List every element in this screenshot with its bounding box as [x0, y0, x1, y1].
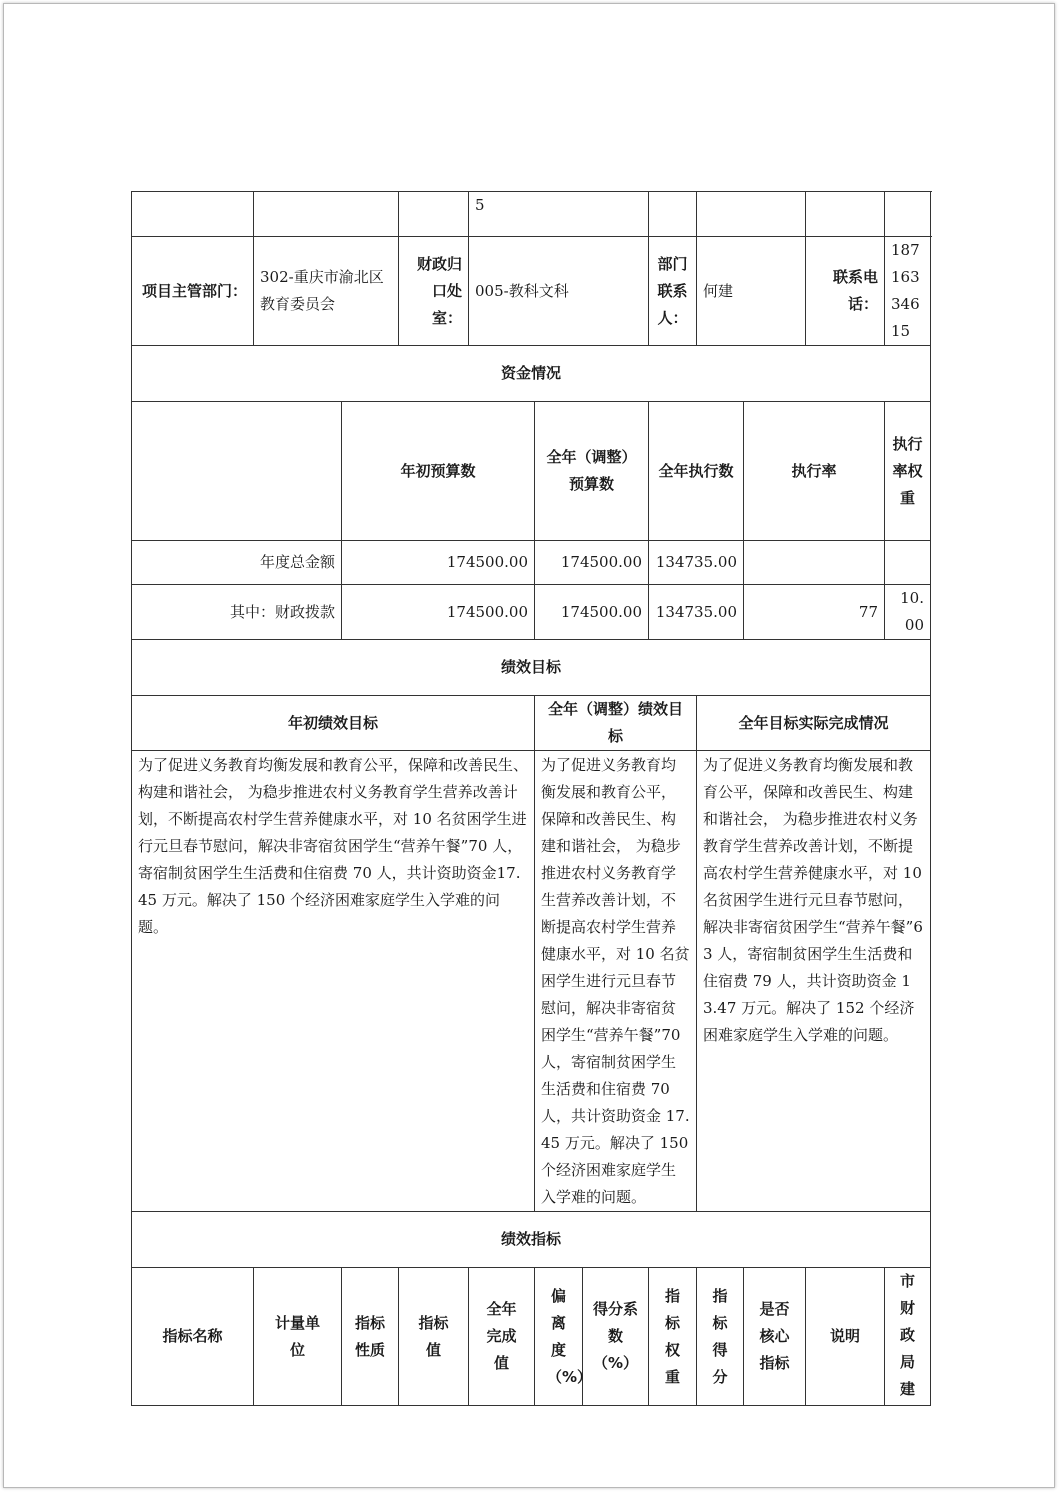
funds-cell-initial: 174500.00 [342, 585, 535, 640]
contact-label: 部门联系人： [649, 237, 697, 346]
goals-content-row [132, 751, 931, 1212]
indicator-header-weight: 指标权重 [649, 1268, 697, 1406]
cont-cell-7 [806, 192, 885, 237]
funds-header-blank [132, 402, 342, 541]
cont-cell-5 [649, 192, 697, 237]
cont-cell-3 [399, 192, 469, 237]
indicators-header-row [132, 1268, 931, 1406]
cont-cell-1 [132, 192, 254, 237]
finance-office-value: 005-教科文科 [469, 237, 649, 346]
indicator-header-deviation: 偏离度（%） [535, 1268, 583, 1406]
dept-value: 302-重庆市渝北区教育委员会 [254, 237, 399, 346]
dept-label: 项目主管部门： [132, 237, 254, 346]
goals-header-adjusted: 全年（调整）绩效目标 [535, 696, 697, 751]
phone-label: 联系电话： [806, 237, 885, 346]
funds-header-executed: 全年执行数 [649, 402, 744, 541]
indicator-header-value: 指标值 [399, 1268, 469, 1406]
goals-actual-text: 为了促进义务教育均衡发展和教育公平，保障和改善民生、构建和谐社会， 为稳步推进农村义务教育学生营养改善计划，不断提高农村学生营养健康水平，对 10 名贫困学生进行元旦春节慰问，解决非寄宿贫困学生“营养午餐”63 人，寄宿制贫困学生生活费和住宿费 79 人，共计资助资金 13.47 万元。解决了 152 个经济困难家庭学生入学难的问题。 [697, 751, 931, 1212]
cont-cell-2 [254, 192, 399, 237]
funds-header-rate: 执行率 [744, 402, 885, 541]
funds-section-row [132, 346, 931, 402]
contact-value: 何建 [697, 237, 806, 346]
indicator-header-core: 是否核心指标 [744, 1268, 806, 1406]
goals-header-initial: 年初绩效目标 [132, 696, 535, 751]
funds-cell-rate: 77 [744, 585, 885, 640]
indicator-header-note: 说明 [806, 1268, 885, 1406]
continuation-row [132, 192, 931, 237]
goals-adjusted-text: 为了促进义务教育均衡发展和教育公平，保障和改善民生、构建和谐社会， 为稳步推进农村义务教育学生营养改善计划，不断提高农村学生营养健康水平，对 10 名贫困学生进行元旦春节慰问，解决非寄宿贫困学生“营养午餐”70 人，寄宿制贫困学生生活费和住宿费 70 人，共计资助资金 17.45 万元。解决了 150 个经济困难家庭学生入学难的问题。 [535, 751, 697, 1212]
goals-header-actual: 全年目标实际完成情况 [697, 696, 931, 751]
goals-section-title: 绩效目标 [132, 640, 931, 696]
funds-cell-executed: 134735.00 [649, 585, 744, 640]
funds-cell-adjusted: 174500.00 [535, 541, 649, 585]
code-tail: 5 [469, 192, 649, 237]
funds-cell-weight [885, 541, 931, 585]
funds-cell-initial: 174500.00 [342, 541, 535, 585]
indicator-header-completed: 全年完成值 [469, 1268, 535, 1406]
project-info-row [132, 237, 931, 346]
goals-section-row [132, 640, 931, 696]
funds-header-row [132, 402, 931, 541]
indicator-header-finance-bureau: 市财政局建 [885, 1268, 931, 1406]
cont-cell-8 [885, 192, 931, 237]
goals-header-row [132, 696, 931, 751]
funds-header-adjusted: 全年（调整）预算数 [535, 402, 649, 541]
indicator-header-name: 指标名称 [132, 1268, 254, 1406]
indicator-header-nature: 指标性质 [342, 1268, 399, 1406]
funds-cell-rate [744, 541, 885, 585]
funds-row-label: 其中：财政拨款 [132, 585, 342, 640]
funds-row-label: 年度总金额 [132, 541, 342, 585]
funds-section-title: 资金情况 [132, 346, 931, 402]
indicators-section-row [132, 1212, 931, 1268]
funds-row-total [132, 541, 931, 585]
performance-report-table [131, 191, 931, 1406]
indicators-section-title: 绩效指标 [132, 1212, 931, 1268]
funds-cell-adjusted: 174500.00 [535, 585, 649, 640]
indicator-header-score: 指标得分 [697, 1268, 744, 1406]
indicator-header-coefficient: 得分系数（%） [583, 1268, 649, 1406]
funds-header-weight: 执行率权重 [885, 402, 931, 541]
goals-initial-text: 为了促进义务教育均衡发展和教育公平，保障和改善民生、构建和谐社会， 为稳步推进农村义务教育学生营养改善计划，不断提高农村学生营养健康水平，对 10 名贫困学生进行元旦春节慰问，解决非寄宿贫困学生“营养午餐”70 人，寄宿制贫困学生生活费和住宿费 70 人，共计资助资金17.45 万元。解决了 150 个经济困难家庭学生入学难的问题。 [132, 751, 535, 1212]
finance-office-label: 财政归口处室： [399, 237, 469, 346]
indicator-header-unit: 计量单位 [254, 1268, 342, 1406]
funds-cell-executed: 134735.00 [649, 541, 744, 585]
funds-header-initial: 年初预算数 [342, 402, 535, 541]
funds-cell-weight: 10.00 [885, 585, 931, 640]
phone-value: 18716334615 [885, 237, 931, 346]
funds-row-fiscal [132, 585, 931, 640]
cont-cell-6 [697, 192, 806, 237]
